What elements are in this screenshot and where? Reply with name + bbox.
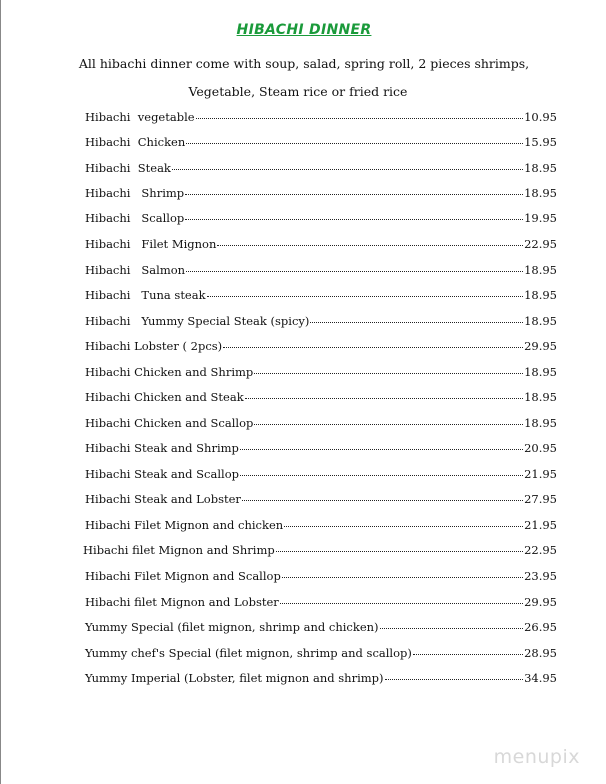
menu-item-price: 18.95 (524, 263, 557, 277)
menu-item-name: Hibachi Scallop (85, 211, 185, 225)
menu-item-row (85, 314, 557, 332)
menu-item-name: Yummy chef's Special (filet mignon, shrimp and scallop) (85, 646, 412, 660)
menu-item-price: 18.95 (524, 390, 557, 404)
menu-item-name: Hibachi Shrimp (85, 186, 185, 200)
menu-item-price: 26.95 (524, 620, 557, 634)
menu-item-price: 15.95 (524, 135, 557, 149)
menu-item-row (85, 135, 557, 153)
menu-item-leader-dots (207, 296, 523, 297)
menu-item-row (85, 390, 557, 408)
menu-item-leader-dots (380, 628, 524, 629)
menu-item-leader-dots (196, 118, 524, 119)
menu-item-leader-dots (280, 603, 523, 604)
menu-item-name: Hibachi filet Mignon and Shrimp (83, 543, 275, 557)
menu-item-row (85, 416, 557, 434)
menu-item-row (85, 671, 557, 689)
menu-item-leader-dots (223, 347, 523, 348)
menu-item-price: 22.95 (524, 543, 557, 557)
menu-item-leader-dots (242, 500, 523, 501)
menu-item-row (85, 365, 557, 383)
menu-item-row (85, 646, 557, 664)
menu-item-price: 28.95 (524, 646, 557, 660)
menu-item-row (85, 339, 557, 357)
menu-item-price: 18.95 (524, 416, 557, 430)
menu-item-leader-dots (217, 245, 523, 246)
menu-item-name: Hibachi Steak (85, 161, 171, 175)
menu-item-name: Hibachi Filet Mignon and chicken (85, 518, 284, 532)
menu-item-price: 18.95 (524, 186, 557, 200)
menu-item-price: 21.95 (524, 518, 557, 532)
menu-item-price: 18.95 (524, 365, 557, 379)
menu-item-name: Yummy Special (filet mignon, shrimp and chicken) (85, 620, 379, 634)
menu-item-name: Hibachi Yummy Special Steak (spicy) (85, 314, 310, 328)
menu-item-name: Hibachi Filet Mignon and Scallop (85, 569, 281, 583)
menu-item-price: 18.95 (524, 161, 557, 175)
menu-item-price: 10.95 (524, 110, 557, 124)
menu-item-row (85, 441, 557, 459)
menu-item-leader-dots (245, 398, 523, 399)
menu-title: HIBACHI DINNER (236, 22, 372, 38)
menu-item-price: 20.95 (524, 441, 557, 455)
menu-item-price: 18.95 (524, 288, 557, 302)
menu-item-price: 18.95 (524, 314, 557, 328)
menu-intro-line-2: Vegetable, Steam rice or fried rice (188, 84, 408, 99)
menu-item-row (85, 161, 557, 179)
menu-item-row (85, 620, 557, 638)
menu-item-price: 19.95 (524, 211, 557, 225)
menu-item-leader-dots (185, 219, 523, 220)
menu-item-name: Hibachi Lobster ( 2pcs) (85, 339, 223, 353)
menu-item-row (83, 543, 557, 561)
menu-item-row (85, 595, 557, 613)
menu-item-leader-dots (254, 424, 523, 425)
menu-item-name: Hibachi Steak and Scallop (85, 467, 239, 481)
menu-item-row (85, 237, 557, 255)
menu-item-name: Hibachi Chicken and Shrimp (85, 365, 254, 379)
menu-item-leader-dots (172, 169, 523, 170)
menu-item-leader-dots (413, 654, 523, 655)
menu-item-price: 29.95 (524, 595, 557, 609)
menu-item-row (85, 492, 557, 510)
menu-item-leader-dots (254, 373, 523, 374)
menu-item-row (85, 263, 557, 281)
menu-item-name: Hibachi Filet Mignon (85, 237, 217, 251)
menu-item-name: Hibachi vegetable (85, 110, 195, 124)
menu-item-leader-dots (185, 194, 523, 195)
menu-item-price: 23.95 (524, 569, 557, 583)
menu-item-leader-dots (385, 679, 524, 680)
menu-item-name: Yummy Imperial (Lobster, filet mignon and shrimp) (85, 671, 384, 685)
menupix-watermark: menupix (493, 746, 580, 768)
menu-item-row (85, 518, 557, 536)
menu-item-row (85, 211, 557, 229)
menu-item-row (85, 288, 557, 306)
menu-item-leader-dots (284, 526, 523, 527)
menu-item-price: 34.95 (524, 671, 557, 685)
menu-item-name: Hibachi Chicken (85, 135, 186, 149)
menu-item-name: Hibachi filet Mignon and Lobster (85, 595, 279, 609)
menu-item-row (85, 186, 557, 204)
menu-item-name: Hibachi Salmon (85, 263, 186, 277)
menu-item-leader-dots (240, 475, 523, 476)
menu-item-leader-dots (282, 577, 523, 578)
menu-item-row (85, 110, 557, 128)
menu-item-price: 29.95 (524, 339, 557, 353)
menu-item-leader-dots (186, 143, 523, 144)
menu-item-name: Hibachi Chicken and Steak (85, 390, 244, 404)
menu-item-row (85, 569, 557, 587)
menu-item-leader-dots (310, 322, 523, 323)
menu-item-price: 21.95 (524, 467, 557, 481)
menu-item-name: Hibachi Steak and Shrimp (85, 441, 239, 455)
menu-item-price: 27.95 (524, 492, 557, 506)
menu-intro-line-1: All hibachi dinner come with soup, salad, spring roll, 2 pieces shrimps, (78, 56, 530, 71)
menu-item-name: Hibachi Steak and Lobster (85, 492, 241, 506)
menu-item-leader-dots (240, 449, 523, 450)
menu-item-leader-dots (276, 551, 523, 552)
menu-item-price: 22.95 (524, 237, 557, 251)
menu-item-row (85, 467, 557, 485)
menu-item-leader-dots (186, 271, 523, 272)
menu-item-name: Hibachi Chicken and Scallop (85, 416, 254, 430)
menu-item-name: Hibachi Tuna steak (85, 288, 206, 302)
